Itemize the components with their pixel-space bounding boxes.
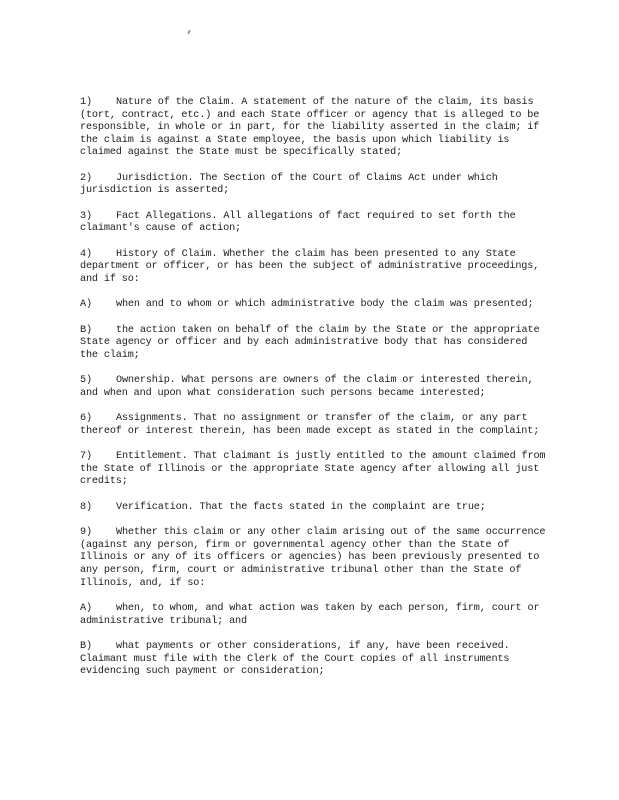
item-number: B) (80, 640, 92, 652)
item-number: A) (80, 299, 92, 311)
item-4 (80, 249, 550, 287)
item-2 (80, 173, 550, 198)
item-number: 6) (80, 413, 92, 425)
item-number: 7) (80, 451, 92, 463)
item-number: 5) (80, 375, 92, 387)
item-7 (80, 451, 550, 489)
item-6 (80, 413, 550, 438)
item-text: Assignments. That no assignment or transfer of the claim, or any part thereof or interest therein, has been made except as stated in the complaint; (80, 413, 540, 437)
item-number: 9) (80, 527, 92, 539)
item-4b (80, 325, 550, 363)
item-1 (80, 97, 550, 160)
scan-speck (187, 30, 191, 34)
item-3 (80, 211, 550, 236)
item-number: 4) (80, 248, 92, 260)
item-5 (80, 375, 550, 400)
item-text: Jurisdiction. The Section of the Court of Claims Act under which jurisdiction is asserted; (80, 172, 498, 197)
item-number: 1) (80, 97, 92, 108)
item-text: Whether this claim or any other claim arising out of the same occurrence (against any person, firm or governmental agency other than the State of Illinois or any of its officers or agencies) has been previously presented to any person, firm, court or administrative tribunal other than the State of Illinois, and, if so: (80, 527, 546, 589)
item-4a (80, 299, 550, 312)
item-number: 3) (80, 210, 92, 222)
item-text: Ownership. What persons are owners of the claim or interested therein, and when and upon what consideration such persons became interested; (80, 375, 534, 399)
item-text: Entitlement. That claimant is justly entitled to the amount claimed from the State of Illinois or the appropriate State agency after allowing all just credits; (80, 451, 546, 488)
item-9b (80, 641, 550, 679)
item-number: 8) (80, 501, 92, 513)
item-text: History of Claim. Whether the claim has been presented to any State department or officer, or has been the subject of administrative proceedings, and if so: (80, 248, 540, 285)
requirements-list (80, 97, 550, 692)
item-9 (80, 527, 550, 590)
item-9a (80, 603, 550, 628)
item-number: 2) (80, 172, 92, 184)
item-text: Verification. That the facts stated in the complaint are true; (116, 501, 486, 513)
item-text: when and to whom or which administrative body the claim was presented; (116, 299, 534, 311)
item-text: what payments or other considerations, if any, have been received. Claimant must file with the Clerk of the Court copies of all instruments evidencing such payment or consideration; (80, 640, 510, 678)
item-text: Fact Allegations. All allegations of fact required to set forth the claimant's cause of action; (80, 210, 516, 235)
item-text: Nature of the Claim. A statement of the nature of the claim, its basis (tort, contract, etc.) and each State officer or agency that is alleged to be responsible, in whole or in part, for the liability asserted in the claim; if the claim is against a State employee, the basis upon which liability is claimed against the State must be specifically stated; (80, 97, 540, 159)
item-text: the action taken on behalf of the claim by the State or the appropriate State agency or officer and by each administrative body that has considered the claim; (80, 324, 540, 361)
item-8 (80, 502, 550, 515)
item-number: A) (80, 602, 92, 614)
item-text: when, to whom, and what action was taken by each person, firm, court or administrative tribunal; and (80, 602, 540, 627)
item-number: B) (80, 324, 92, 336)
